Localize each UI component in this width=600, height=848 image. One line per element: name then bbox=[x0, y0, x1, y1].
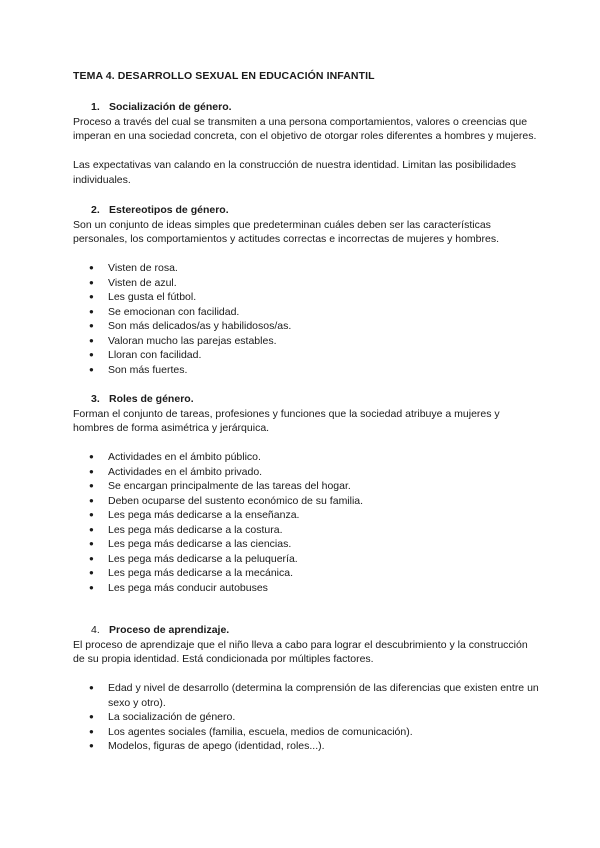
section-4-heading bbox=[73, 623, 540, 638]
section-title: Roles de género. bbox=[109, 393, 194, 405]
list-item: ● Deben ocuparse del sustento económico de su familia. bbox=[89, 494, 540, 509]
section-4-paragraph: El proceso de aprendizaje que el niño lleva a cabo para lograr el descubrimiento y la construcción de su propia identidad. Está condicionada por múltiples factores. bbox=[73, 638, 528, 665]
list-item: ● Les gusta el fútbol. bbox=[89, 290, 540, 305]
list-item: ● Modelos, figuras de apego (identidad, roles...). bbox=[89, 739, 540, 754]
section-1-paragraph-1: Proceso a través del cual se transmiten a una persona comportamientos, valores o creencias que imperan en una sociedad concreta, con el objetivo de otorgar roles diferentes a hombres y mujeres. bbox=[73, 115, 537, 142]
list-item: ● Se encargan principalmente de las tareas del hogar. bbox=[89, 479, 540, 494]
section-3-paragraph: Forman el conjunto de tareas, profesiones y funciones que la sociedad atribuye a mujeres y hombres de forma asimétrica y jerárquica. bbox=[73, 407, 500, 434]
list-item: ● Lloran con facilidad. bbox=[89, 348, 540, 363]
section-title: Proceso de aprendizaje. bbox=[109, 624, 230, 636]
list-item: ● Valoran mucho las parejas estables. bbox=[89, 334, 540, 349]
list-item: ● Les pega más dedicarse a la mecánica. bbox=[89, 566, 540, 581]
list-item: ● La socialización de género. bbox=[89, 710, 540, 725]
list-item: ● Les pega más conducir autobuses bbox=[89, 581, 540, 596]
document-title: TEMA 4. DESARROLLO SEXUAL EN EDUCACIÓN INFANTIL bbox=[73, 70, 375, 82]
list-item: ● Visten de rosa. bbox=[89, 261, 540, 276]
roles-list bbox=[73, 450, 540, 595]
list-item: ● Son más delicados/as y habilidosos/as. bbox=[89, 319, 540, 334]
stereotypes-list bbox=[73, 261, 540, 377]
list-item: ● Son más fuertes. bbox=[89, 363, 540, 378]
list-item: ● Actividades en el ámbito público. bbox=[89, 450, 540, 465]
section-number: 3. bbox=[91, 393, 100, 405]
section-2-heading bbox=[73, 203, 540, 218]
list-item: ● Actividades en el ámbito privado. bbox=[89, 465, 540, 480]
section-3-heading bbox=[73, 392, 540, 407]
list-item: ● Les pega más dedicarse a la enseñanza. bbox=[89, 508, 540, 523]
section-number: 1. bbox=[91, 101, 100, 113]
list-item: ● Les pega más dedicarse a la peluquería. bbox=[89, 552, 540, 567]
section-1-paragraph-2: Las expectativas van calando en la construcción de nuestra identidad. Limitan las posibilidades individuales. bbox=[73, 159, 517, 186]
list-item: ● Visten de azul. bbox=[89, 276, 540, 291]
list-item: ● Les pega más dedicarse a la costura. bbox=[89, 523, 540, 538]
section-title: Socialización de género. bbox=[109, 101, 232, 113]
section-2-paragraph: Son un conjunto de ideas simples que predeterminan cuáles deben ser las características personales, los comportamientos y actitudes correctas e incorrectas de mujeres y hombres. bbox=[73, 218, 500, 245]
list-item: ● Edad y nivel de desarrollo (determina la comprensión de las diferencias que existen entre un sexo y otro). bbox=[89, 681, 540, 710]
list-item: ● Los agentes sociales (familia, escuela, medios de comunicación). bbox=[89, 725, 540, 740]
section-number: 4. bbox=[91, 624, 100, 636]
section-number: 2. bbox=[91, 204, 100, 216]
section-title: Estereotipos de género. bbox=[109, 204, 229, 216]
list-item: ● Se emocionan con facilidad. bbox=[89, 305, 540, 320]
learning-factors-list bbox=[73, 681, 540, 754]
section-1-heading bbox=[73, 100, 540, 115]
list-item: ● Les pega más dedicarse a las ciencias. bbox=[89, 537, 540, 552]
